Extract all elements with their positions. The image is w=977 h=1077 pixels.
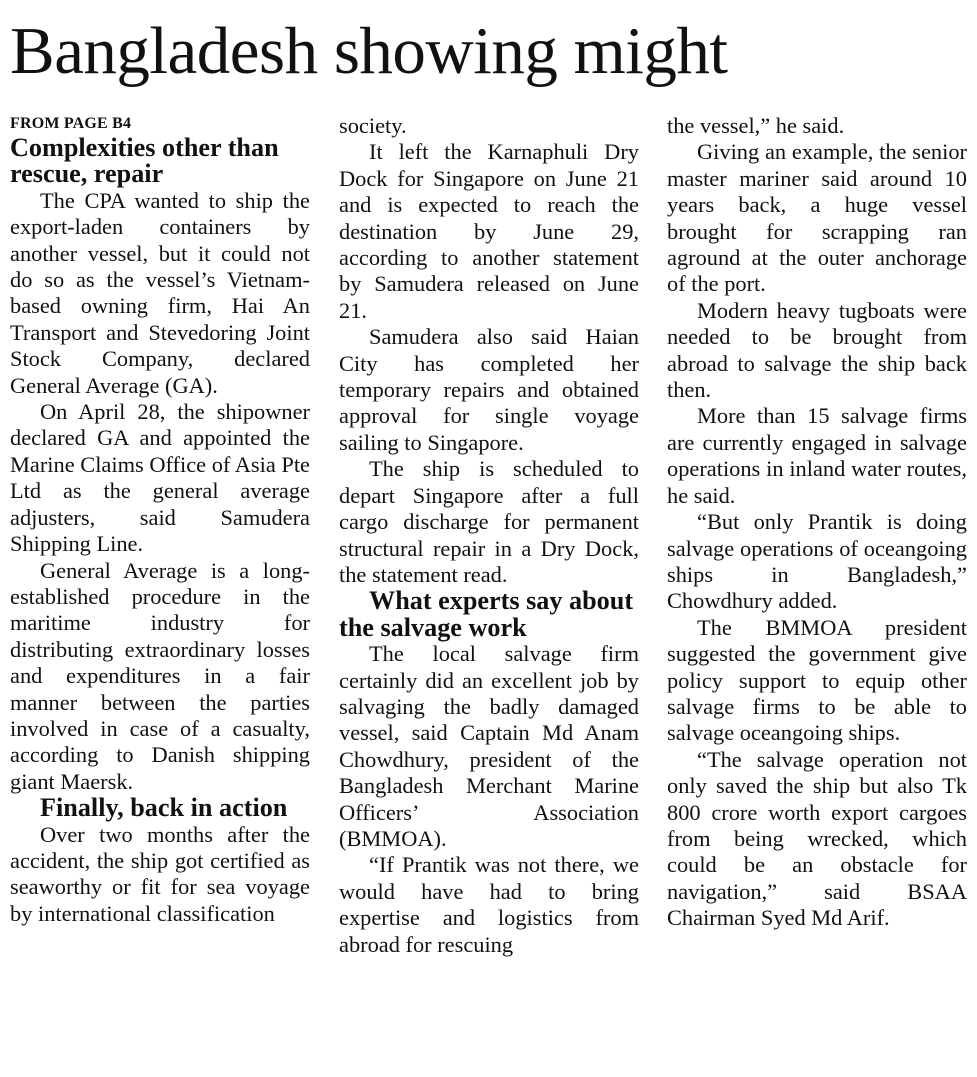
section-subhead: Complexities other than rescue, repair xyxy=(10,133,279,189)
article-paragraph: Modern heavy tugboats were needed to be brought from abroad to salvage the ship back then. xyxy=(667,297,967,403)
article-paragraph: “But only Prantik is doing salvage operations of oceangoing ships in Bangladesh,” Chowdhury added. xyxy=(667,509,967,614)
continued-from-label: FROM PAGE B4 xyxy=(10,115,132,132)
article-paragraph: The ship is scheduled to depart Singapore after a full cargo discharge for permanent structural repair in a Dry Dock, the statement read. xyxy=(339,456,639,587)
section-subhead: Finally, back in action xyxy=(40,793,288,823)
article-column-2 xyxy=(339,113,639,958)
column-body xyxy=(10,135,310,927)
article-paragraph: The BMMOA president suggested the government give policy support to equip other salvage firms to be able to salvage oceangoing ships. xyxy=(667,614,967,746)
article-paragraph: Giving an example, the senior master mariner said around 10 years back, a huge vessel brought for scrapping ran aground at the outer anchorage of the port. xyxy=(667,139,967,297)
section-subhead: What experts say about the salvage work xyxy=(339,586,634,642)
article-paragraph: “The salvage operation not only saved the ship but also Tk 800 crore worth export cargoes from being wrecked, which could be an obstacle for navigation,” said BSAA Chairman Syed Md Arif. xyxy=(667,746,967,931)
article-paragraph: More than 15 salvage firms are currently engaged in salvage operations in inland water routes, he said. xyxy=(667,403,967,508)
article-paragraph: “If Prantik was not there, we would have had to bring expertise and logistics from abroad for rescuing xyxy=(339,852,639,957)
article-paragraph: Over two months after the accident, the ship got certified as seaworthy or fit for sea voyage by international classification xyxy=(10,821,310,926)
headline: Bangladesh showing might xyxy=(10,14,728,88)
article-paragraph: The CPA wanted to ship the export-laden containers by another vessel, but it could not do so as the vessel’s Vietnam-based owning firm, Hai An Transport and Stevedoring Joint Stock Company, declared General Average (GA). xyxy=(10,187,310,398)
article-paragraph: It left the Karnaphuli Dry Dock for Singapore on June 21 and is expected to reach the destination by June 29, according to another statement by Samudera released on June 21. xyxy=(339,139,639,323)
article-paragraph: the vessel,” he said. xyxy=(667,113,845,138)
article-paragraph: Samudera also said Haian City has completed her temporary repairs and obtained approval for single voyage sailing to Singapore. xyxy=(339,324,639,455)
column-body xyxy=(339,113,639,958)
article-column-1 xyxy=(10,113,310,927)
column-body xyxy=(667,113,967,932)
article-column-3 xyxy=(667,113,967,932)
article-paragraph: General Average is a long-established procedure in the maritime industry for distributing extraordinary losses and expenditures in a fair manner between the parties involved in case of a casualty, according to Danish shipping giant Maersk. xyxy=(10,557,310,794)
article-paragraph: The local salvage firm certainly did an excellent job by salvaging the badly damaged vessel, said Captain Md Anam Chowdhury, president of the Bangladesh Merchant Marine Officers’ Association (BMMOA). xyxy=(339,641,639,851)
article-paragraph: On April 28, the shipowner declared GA and appointed the Marine Claims Office of Asia Pte Ltd as the general average adjusters, said Samudera Shipping Line. xyxy=(10,399,310,557)
article-paragraph: society. xyxy=(339,113,407,138)
